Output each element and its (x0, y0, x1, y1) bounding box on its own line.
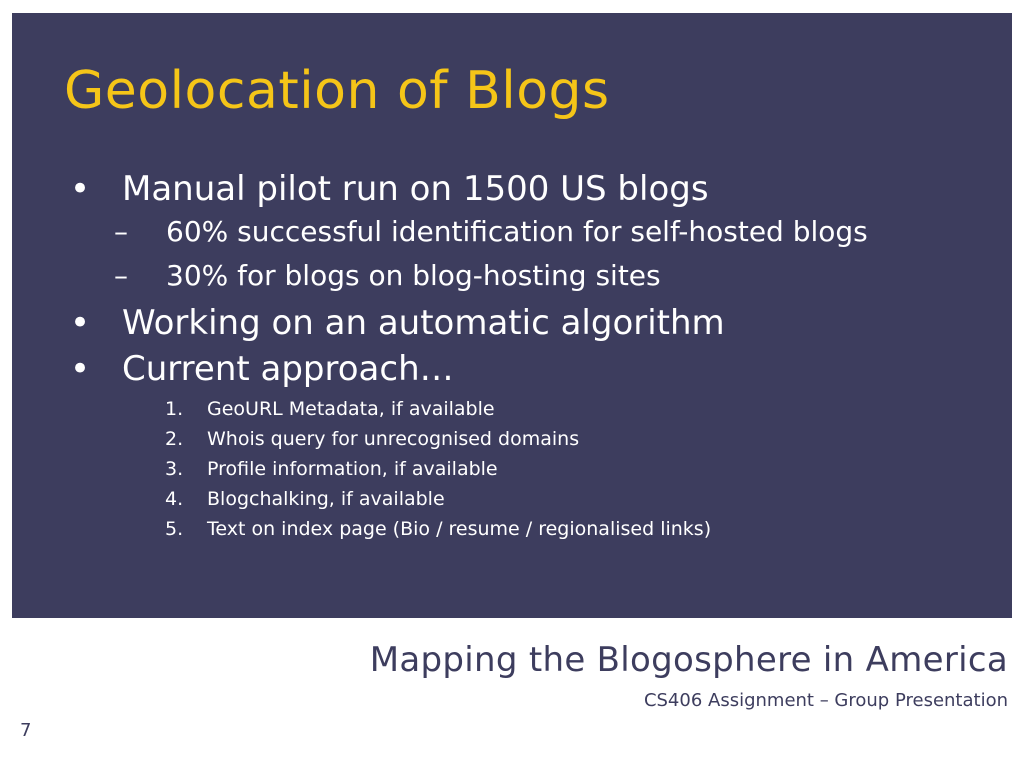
number-marker: 1. (165, 398, 184, 420)
number-marker: 5. (165, 518, 184, 540)
bullet-item (64, 348, 964, 390)
numbered-list (64, 394, 964, 544)
page-number: 7 (20, 720, 32, 741)
number-marker: 4. (165, 488, 184, 510)
numbered-item (64, 514, 964, 544)
bullet-item (64, 302, 964, 344)
content-panel (12, 13, 1012, 618)
footer-title: Mapping the Blogosphere in America (369, 640, 1008, 680)
numbered-text: Profile information, if available (207, 458, 498, 480)
numbered-item (64, 454, 964, 484)
number-marker: 2. (165, 428, 184, 450)
bullet-text: Current approach… (122, 349, 454, 389)
bullet-text: Working on an automatic algorithm (122, 303, 725, 343)
numbered-text: Text on index page (Bio / resume / regionalised links) (207, 518, 712, 540)
bullet-list (64, 168, 964, 544)
sub-bullet-item (64, 258, 964, 294)
dash-marker: – (114, 259, 128, 292)
sub-bullet-text: 60% successful identification for self-hosted blogs (166, 215, 868, 248)
number-marker: 3. (165, 458, 184, 480)
bullet-marker: • (70, 303, 91, 343)
numbered-item (64, 424, 964, 454)
footer-subtitle: CS406 Assignment – Group Presentation (643, 690, 1008, 711)
numbered-item (64, 394, 964, 424)
numbered-text: GeoURL Metadata, if available (207, 398, 495, 420)
slide-title: Geolocation of Blogs (64, 61, 610, 121)
sub-bullet-item (64, 214, 964, 250)
dash-marker: – (114, 215, 128, 248)
sub-bullet-text: 30% for blogs on blog-hosting sites (166, 259, 661, 292)
bullet-text: Manual pilot run on 1500 US blogs (122, 169, 709, 209)
numbered-item (64, 484, 964, 514)
bullet-item (64, 168, 964, 210)
bullet-marker: • (70, 169, 91, 209)
bullet-marker: • (70, 349, 91, 389)
numbered-text: Blogchalking, if available (207, 488, 445, 510)
numbered-text: Whois query for unrecognised domains (207, 428, 580, 450)
